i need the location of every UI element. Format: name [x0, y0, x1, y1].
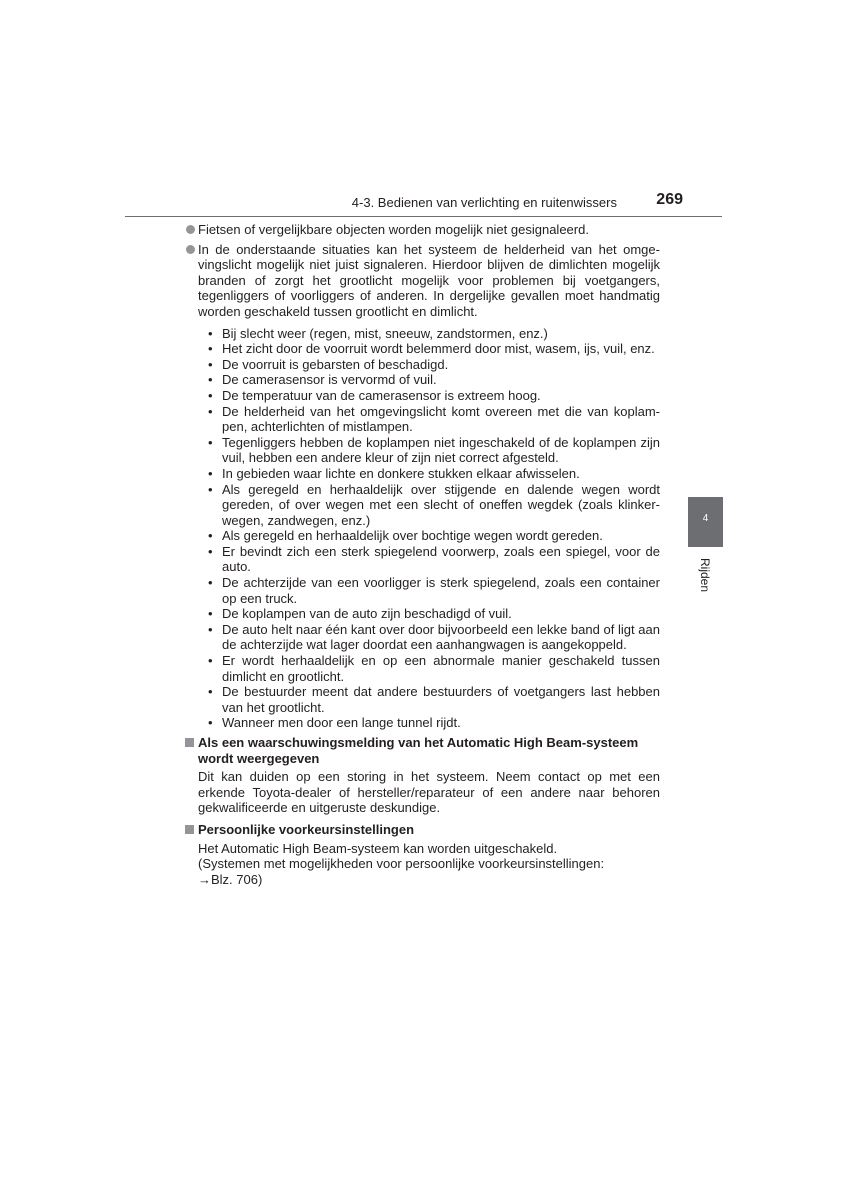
list-item — [208, 606, 660, 622]
page-header — [125, 190, 722, 217]
list-item — [208, 388, 660, 404]
bullet-dot: • — [208, 341, 213, 357]
bullet-dot: • — [208, 372, 213, 388]
list-item-text: Er bevindt zich een sterk spiegelend voorwerp, zoals een spiegel, voor de auto. — [222, 543, 660, 575]
page-reference: →Blz. 706) — [198, 871, 263, 887]
chapter-label: Rijden — [698, 557, 712, 593]
list-item — [208, 357, 660, 373]
list-item-text: De temperatuur van de camerasensor is extreem hoog. — [222, 387, 541, 403]
bullet-dot: • — [208, 684, 213, 700]
bullet-dot: • — [208, 403, 213, 419]
list-item — [208, 435, 660, 466]
list-item-text: De achterzijde van een voorligger is sterk spiegelend, zoals een container op een truck. — [222, 575, 660, 606]
bullet-dot: • — [208, 715, 213, 731]
list-item — [208, 404, 660, 435]
bullet-dot: • — [208, 653, 213, 669]
situations-list — [208, 326, 660, 731]
list-item — [208, 622, 660, 653]
chapter-tab — [688, 497, 723, 547]
list-item-text: De bestuurder meent dat andere bestuurders of voetgangers last hebben van het grootlicht. — [222, 684, 660, 715]
list-item — [208, 684, 660, 715]
list-item-text: De voorruit is gebarsten of beschadigd. — [222, 356, 449, 372]
bullet-dot: • — [208, 543, 213, 559]
list-item — [208, 466, 660, 482]
square-bullet-icon — [185, 825, 194, 834]
section-title: 4-3. Bedienen van verlichting en ruitenwissers — [351, 195, 617, 210]
list-item — [208, 653, 660, 684]
preferences-section — [185, 822, 660, 887]
section-body-text: Het Automatic High Beam-systeem kan worden uitgeschakeld. — [198, 840, 558, 856]
section-body-text-line2: (Systemen met mogelijkheden voor persoonlijke voorkeursinstellingen: — [198, 856, 605, 872]
bullet-dot: • — [208, 481, 213, 497]
square-bullet-icon — [185, 738, 194, 747]
section-body-text: Dit kan duiden op een storing in het systeem. Neem contact op met een erkende Toyota-dealer of hersteller/reparateur of een andere naar behoren gekwalificeerde en uitgeruste deskundige. — [198, 769, 660, 816]
list-item-text: Tegenliggers hebben de koplampen niet ingeschakeld of de koplampen zijn vuil, hebben een andere kleur of zijn niet correct afgesteld. — [222, 434, 660, 466]
list-item-text: Wanneer men door een lange tunnel rijdt. — [222, 715, 461, 731]
list-item-text: Bij slecht weer (regen, mist, sneeuw, zandstormen, enz.) — [222, 325, 548, 341]
section-heading — [185, 822, 660, 838]
section-heading — [185, 735, 660, 766]
list-item — [208, 326, 660, 342]
section-body — [185, 769, 660, 816]
list-item-text: In gebieden waar lichte en donkere stukken elkaar afwisselen. — [222, 465, 580, 481]
section-heading-text: Persoonlijke voorkeursinstellingen — [198, 821, 415, 837]
list-item — [208, 715, 660, 731]
list-item-text: Er wordt herhaaldelijk en op een abnormale manier geschakeld tussen dimlicht en grootlicht. — [222, 653, 660, 684]
bullet-dot: • — [208, 621, 213, 637]
list-item-text: Als geregeld en herhaaldelijk over bochtige wegen wordt gereden. — [222, 528, 603, 544]
warning-section — [185, 735, 660, 816]
bullet-dot: • — [208, 465, 213, 481]
section-heading-text: Als een waarschuwingsmelding van het Automatic High Beam-systeem wordt weergegeven — [198, 735, 639, 766]
list-item-text: De koplampen van de auto zijn beschadigd of vuil. — [222, 606, 512, 622]
bullet-dot: • — [208, 387, 213, 403]
chapter-number: 4 — [702, 513, 709, 524]
list-item-text: De auto helt naar één kant over door bijvoorbeeld een lekke band of ligt aan de achterzijde wat lager doordat een aanhangwagen is aangekoppeld. — [222, 621, 660, 653]
bullet-dot: • — [208, 606, 213, 622]
list-item-text: Het zicht door de voorruit wordt belemmerd door mist, wasem, ijs, vuil, enz. — [222, 341, 655, 357]
list-item — [208, 544, 660, 575]
page-number: 269 — [656, 191, 683, 208]
bullet-dot: • — [208, 356, 213, 372]
list-item-text: De camerasensor is vervormd of vuil. — [222, 372, 437, 388]
circle-bullet-icon — [186, 245, 195, 254]
page-content — [185, 222, 660, 887]
list-item-text: Als geregeld en herhaaldelijk over stijgende en dalende wegen wordt gereden, of over wegen met een slecht of oneffen wegdek (zoals klinkerwegen, zandwegen, enz.) — [222, 481, 660, 528]
list-item — [208, 341, 660, 357]
bullet-dot: • — [208, 528, 213, 544]
intro-item-text: In de onderstaande situaties kan het systeem de helderheid van het omgevingslicht mogelijk niet juist signaleren. Hierdoor blijven de dimlichten mogelijk branden of zorgt het grootlicht mogelijk voor problemen bij voetgangers, tegenliggers of voorliggers of anderen. In dergelijke gevallen moet handmatig worden geschakeld tussen grootlicht en dimlicht. — [198, 241, 660, 319]
intro-item — [185, 222, 660, 238]
list-item — [208, 528, 660, 544]
list-item — [208, 575, 660, 606]
bullet-dot: • — [208, 434, 213, 450]
section-body — [185, 841, 660, 888]
intro-item — [185, 242, 660, 320]
bullet-dot: • — [208, 575, 213, 591]
list-item — [208, 482, 660, 529]
intro-item-text: Fietsen of vergelijkbare objecten worden mogelijk niet gesignaleerd. — [198, 222, 589, 237]
list-item — [208, 372, 660, 388]
list-item-text: De helderheid van het omgevingslicht komt overeen met die van koplampen, achterlichten of mistlampen. — [222, 403, 660, 435]
bullet-dot: • — [208, 325, 213, 341]
circle-bullet-icon — [186, 225, 195, 234]
